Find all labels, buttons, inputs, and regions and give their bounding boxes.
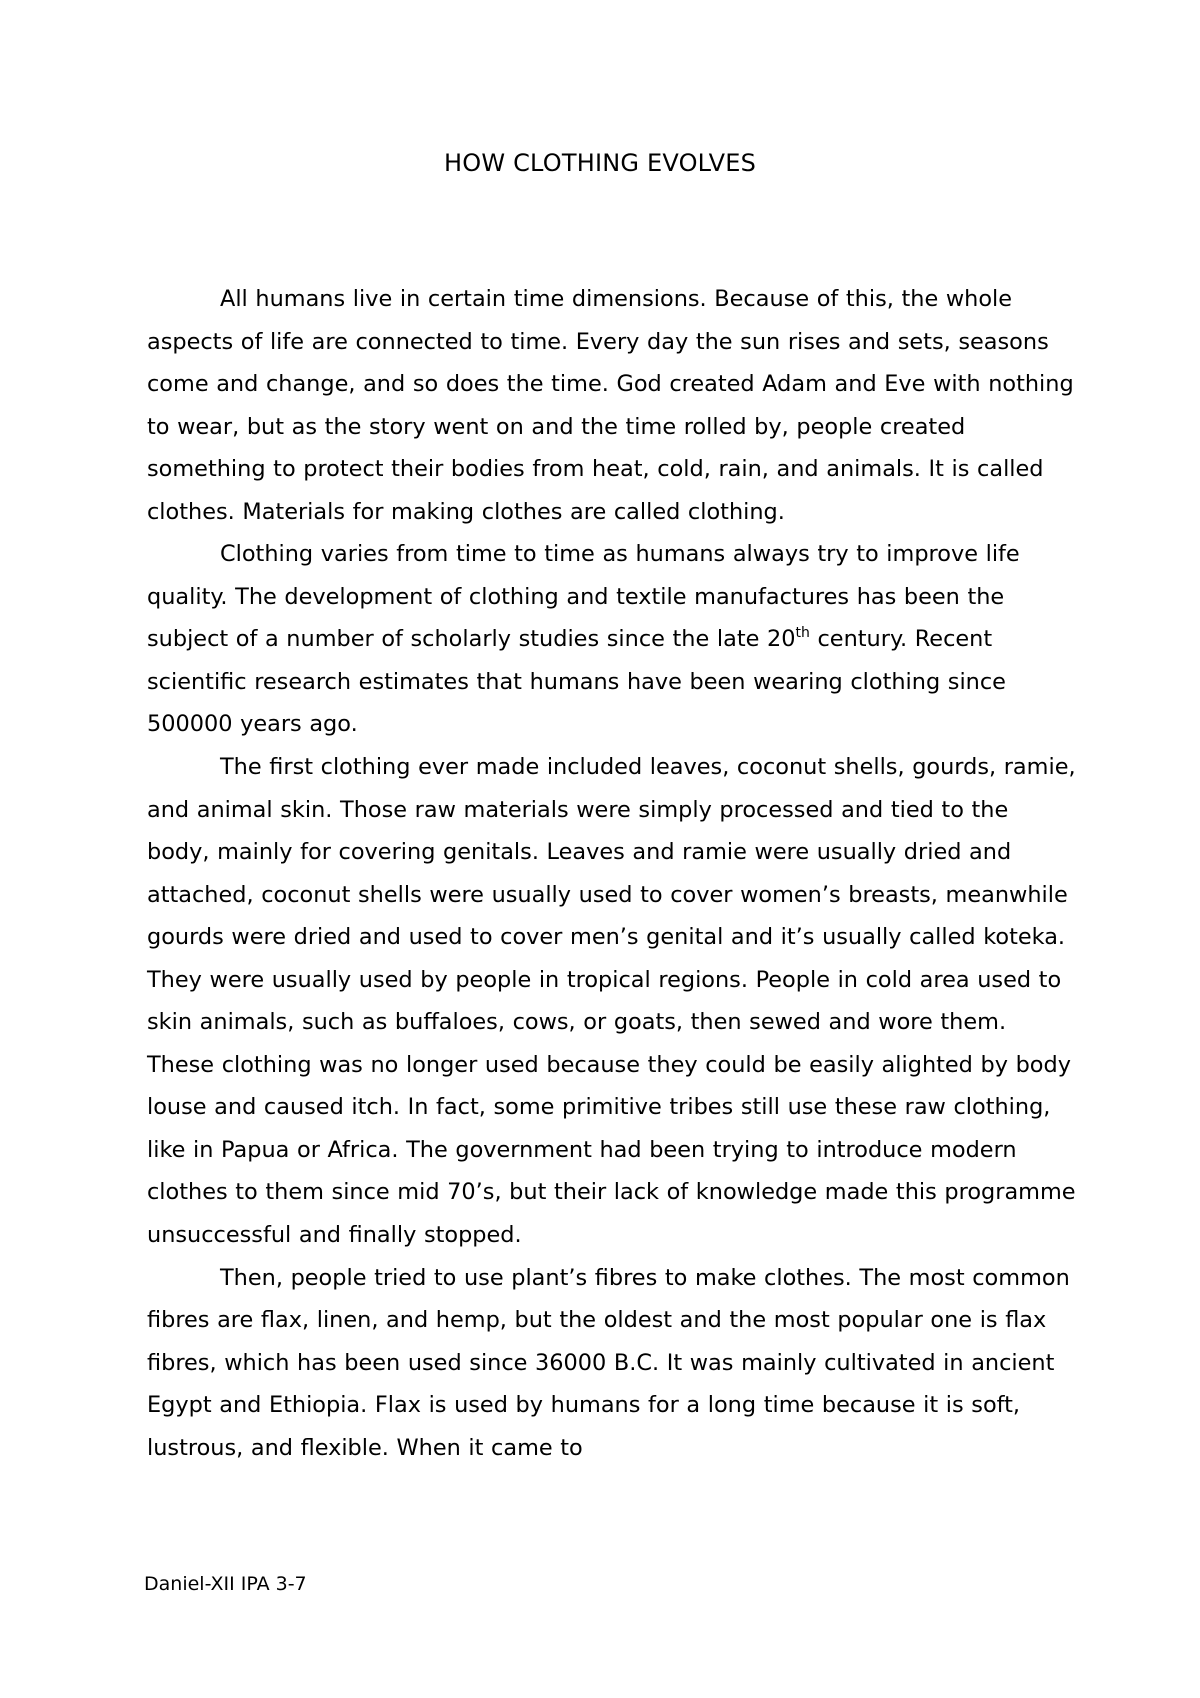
page-title: HOW CLOTHING EVOLVES (443, 149, 757, 177)
paragraph-1: All humans live in certain time dimensions. Because of this, the whole aspects of life are connected to time. Every day the sun rises and sets, seasons come and change, and so does the time. God created Adam and Eve with nothing to wear, but as the story went on and the time rolled by, people created something to protect their bodies from heat, cold, rain, and animals. It is called clothes. Materials for making clothes are called clothing. (147, 286, 1074, 525)
ordinal-superscript: th (795, 625, 810, 642)
paragraph-3: The first clothing ever made included leaves, coconut shells, gourds, ramie, and animal skin. Those raw materials were simply processed and tied to the body, mainly for covering genitals. Leaves and ramie were usually dried and attached, coconut shells were usually used to cover women’s breasts, meanwhile gourds were dried and used to cover men’s genital and it’s usually called koteka. They were usually used by people in tropical regions. People in cold area used to skin animals, such as buffaloes, cows, or goats, then sewed and wore them. These clothing was no longer used because they could be easily alighted by body louse and caused itch. In fact, some primitive tribes still use these raw clothing, like in Papua or Africa. The government had been trying to introduce modern clothes to them since mid 70’s, but their lack of knowledge made this programme unsuccessful and finally stopped. (147, 754, 1076, 1249)
paragraph-2-text-before: Clothing varies from time to time as humans always try to improve life quality. The development of clothing and textile manufactures has been the subject of a number of scholarly studies since the late 20 (147, 541, 1020, 653)
document-body (147, 278, 1077, 1469)
paragraph-2-text-after: century. Recent scientific research estimates that humans have been wearing clothing since 500000 years ago. (147, 626, 1006, 738)
page-footer: Daniel-XII IPA 3-7 (144, 1573, 307, 1595)
paragraph-4: Then, people tried to use plant’s fibres to make clothes. The most common fibres are flax, linen, and hemp, but the oldest and the most popular one is flax fibres, which has been used since 36000 B.C. It was mainly cultivated in ancient Egypt and Ethiopia. Flax is used by humans for a long time because it is soft, lustrous, and flexible. When it came to (147, 1264, 1070, 1461)
paragraph-2 (147, 533, 1077, 746)
